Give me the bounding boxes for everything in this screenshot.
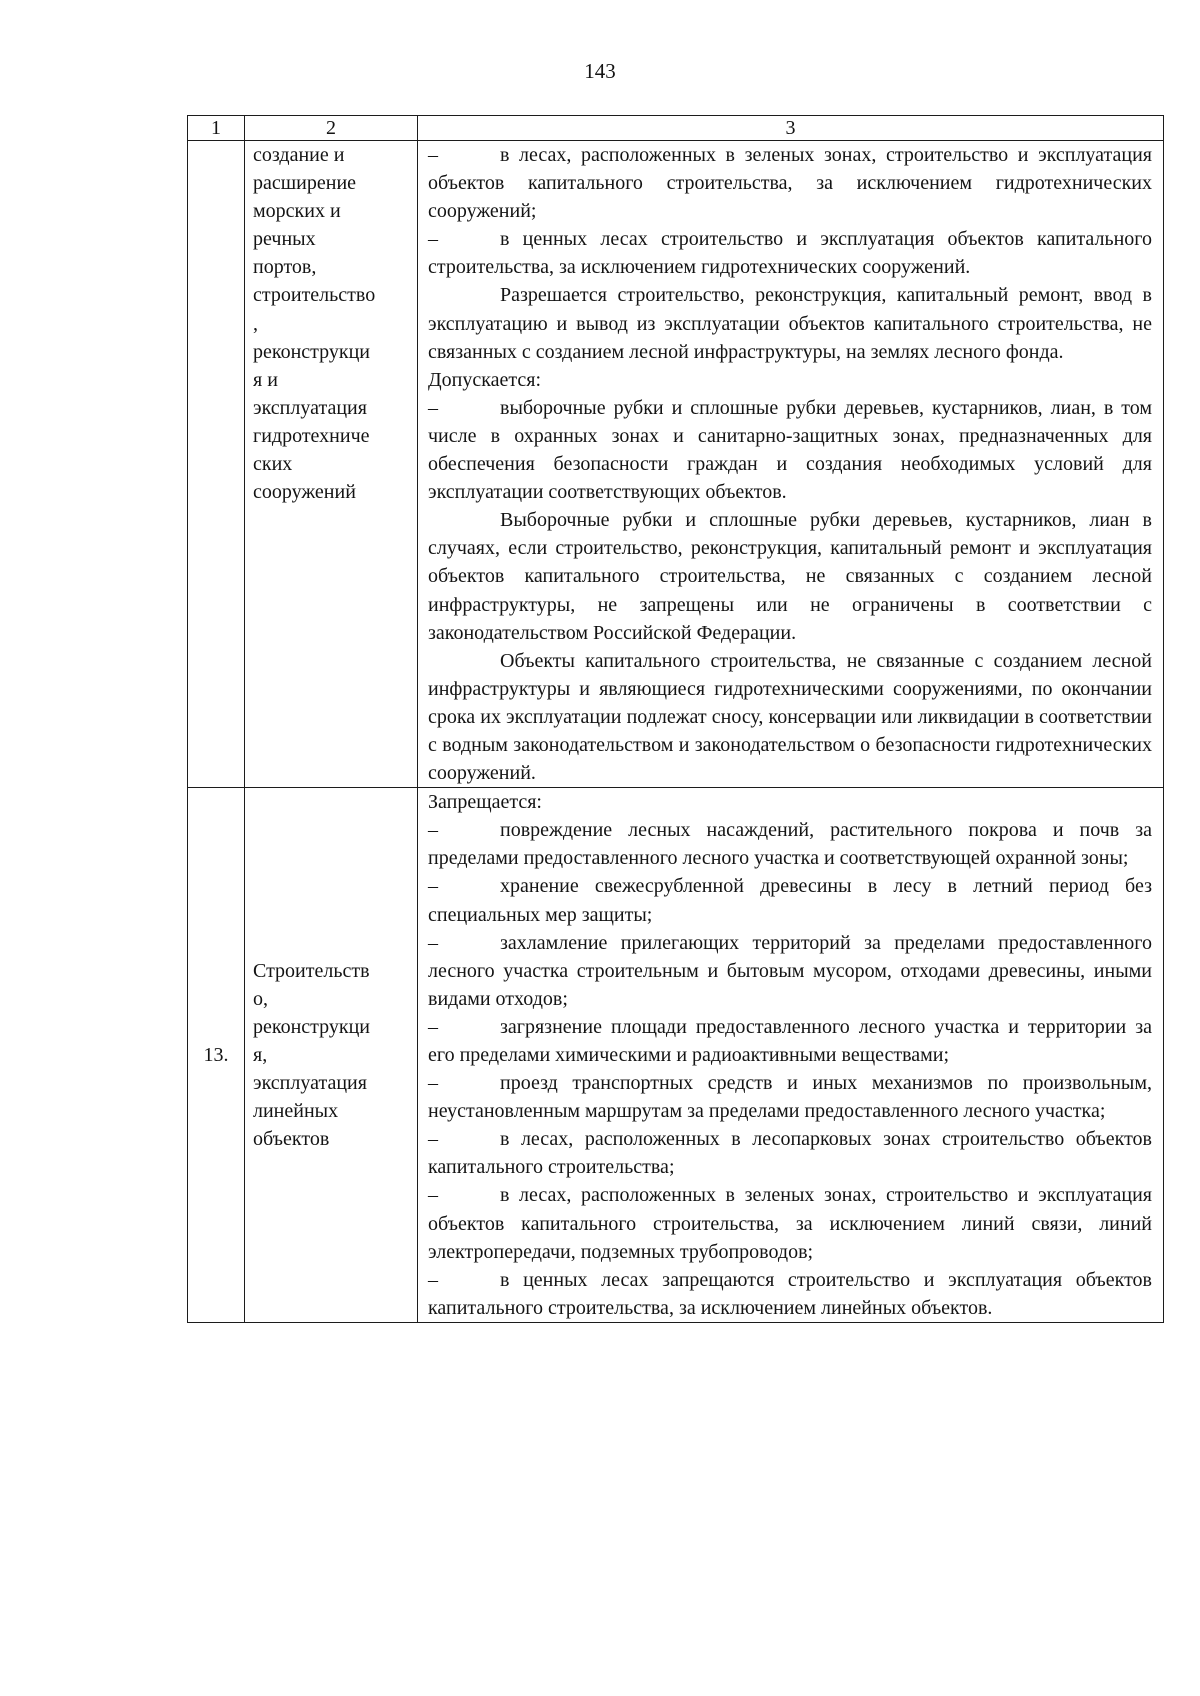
activity-name-line: морских и xyxy=(253,200,341,223)
table-header-row xyxy=(188,116,1164,141)
dash-marker: – xyxy=(428,931,438,954)
header-col-2: 2 xyxy=(245,116,418,141)
bullet-item xyxy=(428,816,1152,872)
regulations-cell xyxy=(418,141,1164,788)
header-col-1: 1 xyxy=(188,116,245,141)
dash-marker: – xyxy=(428,875,438,898)
bullet-item xyxy=(428,225,1152,281)
activity-name-line: я, xyxy=(253,1044,268,1066)
bullet-text: в ценных лесах запрещаются строительство и эксплуатация объектов капитального строительства, за исключением линейных объектов. xyxy=(428,1268,1152,1319)
dash-marker: – xyxy=(428,144,438,166)
bullet-item xyxy=(428,872,1152,928)
bullet-item xyxy=(428,141,1152,225)
dash-marker: – xyxy=(428,228,438,251)
bullet-text: в лесах, расположенных в лесопарковых зонах строительство объектов капитального строительства; xyxy=(428,1128,1152,1179)
bullet-item xyxy=(428,1181,1152,1265)
table-row xyxy=(188,788,1164,1323)
regulation-table xyxy=(187,115,1164,1323)
paragraph: Объекты капитального строительства, не связанные с созданием лесной инфраструктуры и являющиеся гидротехническими сооружениями, по окончании срока их эксплуатации подлежат сносу, консервации или ликвидации в соответствии с водным законодательством и законодательством о безопасности гидротехнических сооружений. xyxy=(428,649,1152,785)
bullet-item xyxy=(428,1069,1152,1125)
activity-name-line: реконструкци xyxy=(253,1015,371,1038)
activity-name-cell xyxy=(245,788,418,1323)
paragraph-heading: Допускается: xyxy=(428,368,542,391)
bullet-text: хранение свежесрубленной древесины в лесу в летний период без специальных мер защиты; xyxy=(428,875,1152,926)
bullet-text: повреждение лесных насаждений, растительного покрова и почв за пределами предоставленного лесного участка и соответствующей охранной зоны; xyxy=(428,819,1152,870)
bullet-item xyxy=(428,929,1152,1013)
activity-name-line: ских xyxy=(253,453,293,476)
dash-marker: – xyxy=(428,1015,438,1038)
dash-marker: – xyxy=(428,1128,438,1151)
regulations-cell xyxy=(418,788,1164,1323)
activity-name-line: речных xyxy=(253,228,316,251)
activity-name-line: создание и xyxy=(253,144,345,166)
bullet-text: в лесах, расположенных в зеленых зонах, строительство и эксплуатация объектов капитального строительства, за исключением линий связи, линий электропередачи, подземных трубопроводов; xyxy=(428,1184,1152,1263)
dash-marker: – xyxy=(428,819,438,842)
bullet-text: в ценных лесах строительство и эксплуатация объектов капитального строительства, за исключением гидротехнических сооружений. xyxy=(428,228,1152,279)
bullet-text: выборочные рубки и сплошные рубки деревьев, кустарников, лиан, в том числе в охранных зонах и санитарно-защитных зонах, предназначенных для обеспечения безопасности граждан и создания необходимых условий для эксплуатации соответствующих объектов. xyxy=(428,396,1152,504)
activity-name-line: сооружений xyxy=(253,481,356,504)
page-number: 143 xyxy=(584,59,616,83)
activity-name-line: гидротехниче xyxy=(253,424,370,447)
row-number xyxy=(188,141,245,788)
paragraph-heading: Запрещается: xyxy=(428,791,542,814)
activity-name-line: линейных xyxy=(253,1100,339,1123)
activity-name-line: реконструкци xyxy=(253,340,371,363)
activity-name-line: , xyxy=(253,312,258,335)
activity-name-cell xyxy=(245,141,418,788)
activity-name-line: о, xyxy=(253,987,268,1010)
activity-name-line: расширение xyxy=(253,172,357,195)
paragraph: Разрешается строительство, реконструкция, капитальный ремонт, ввод в эксплуатацию и вывод из эксплуатации объектов капитального строительства, не связанных с созданием лесной инфраструктуры, на землях лесного фонда. xyxy=(428,284,1152,363)
activity-name-line: эксплуатация xyxy=(253,396,367,419)
bullet-text: загрязнение площади предоставленного лесного участка и территории за его пределами химическими и радиоактивными веществами; xyxy=(428,1015,1152,1066)
dash-marker: – xyxy=(428,1184,438,1207)
row-number: 13. xyxy=(188,788,245,1323)
paragraph: Выборочные рубки и сплошные рубки деревьев, кустарников, лиан в случаях, если строительство, реконструкция, капитальный ремонт и эксплуатация объектов капитального строительства, не связанных с созданием лесной инфраструктуры, не запрещены или не ограничены в соответствии с законодательством Российской Федерации. xyxy=(428,509,1152,644)
table-row xyxy=(188,141,1164,788)
dash-marker: – xyxy=(428,1072,438,1095)
header-col-3: 3 xyxy=(418,116,1164,141)
dash-marker: – xyxy=(428,396,438,419)
activity-name-line: строительство xyxy=(253,284,376,307)
activity-name-line: портов, xyxy=(253,256,317,279)
bullet-item xyxy=(428,1125,1152,1181)
bullet-text: проезд транспортных средств и иных механизмов по произвольным, неустановленным маршрутам за пределами предоставленного лесного участка; xyxy=(428,1072,1152,1123)
bullet-text: в лесах, расположенных в зеленых зонах, строительство и эксплуатация объектов капитального строительства, за исключением гидротехнических сооружений; xyxy=(428,144,1152,223)
activity-name-line: эксплуатация xyxy=(253,1072,367,1095)
bullet-item xyxy=(428,1013,1152,1069)
bullet-item xyxy=(428,1266,1152,1322)
bullet-text: захламление прилегающих территорий за пределами предоставленного лесного участка строительным и бытовым мусором, отходами древесины, иными видами отходов; xyxy=(428,931,1152,1010)
activity-name-line: объектов xyxy=(253,1128,330,1151)
bullet-item xyxy=(428,394,1152,506)
activity-name-line: я и xyxy=(253,368,278,391)
activity-name-line: Строительств xyxy=(253,959,370,982)
dash-marker: – xyxy=(428,1268,438,1291)
